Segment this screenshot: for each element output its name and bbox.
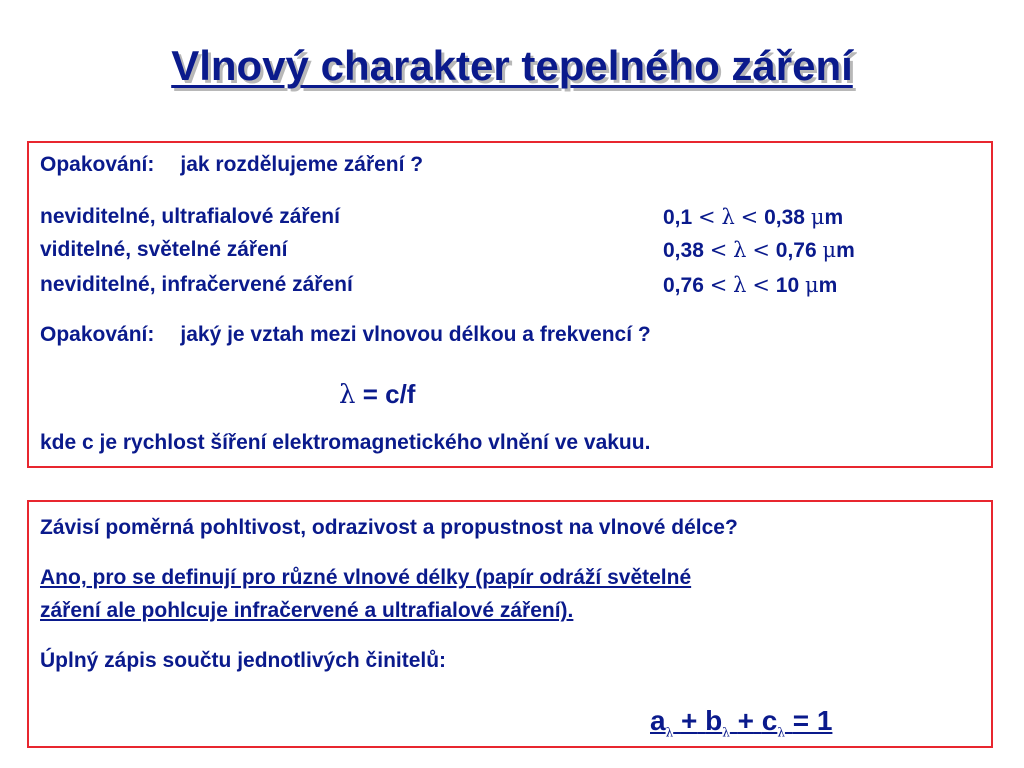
question-1-label: Opakování: <box>40 153 155 176</box>
speed-note: kde c je rychlost šíření elektromagnetického vlnění ve vakuu. <box>40 431 651 454</box>
question-2-text: jaký je vztah mezi vlnovou délkou a frekvencí ? <box>180 323 651 346</box>
sum-formula: $a_\lambda + b_\lambda + c_\lambda = 1$ <box>650 705 833 740</box>
question-2-label: Opakování: <box>40 323 155 346</box>
answer-line-1: Ano, pro se definují pro různé vlnové délky (papír odráží světelné <box>40 566 692 589</box>
row-name: neviditelné, infračervené záření <box>40 273 353 296</box>
row-name: neviditelné, ultrafialové záření <box>40 205 340 228</box>
full-notation-label: Úplný zápis součtu jednotlivých činitelů: <box>40 649 447 672</box>
row-range: 0,1 < λ < 0,38 μm <box>663 205 844 229</box>
row-name: viditelné, světelné záření <box>40 238 288 261</box>
question-1 <box>40 153 423 177</box>
row-range: 0,38 < λ < 0,76 μm <box>663 238 855 262</box>
row-range: 0,76 < λ < 10 μm <box>663 273 838 297</box>
question-2 <box>40 323 651 347</box>
row-ultraviolet <box>40 205 844 229</box>
dependency-question: Závisí poměrná pohltivost, odrazivost a propustnost na vlnové délce? <box>40 516 738 539</box>
page-title: Vlnový charakter tepelného záření <box>171 42 853 89</box>
coefficients-box <box>27 500 993 748</box>
row-infrared <box>40 273 838 297</box>
question-1-text: jak rozdělujeme záření ? <box>180 153 424 176</box>
wavelength-formula: λ = c/f <box>339 379 416 410</box>
answer-line-2: záření ale pohlcuje infračervené a ultrafialové záření). <box>40 599 574 622</box>
radiation-classification-box <box>27 141 993 468</box>
row-visible <box>40 238 855 262</box>
